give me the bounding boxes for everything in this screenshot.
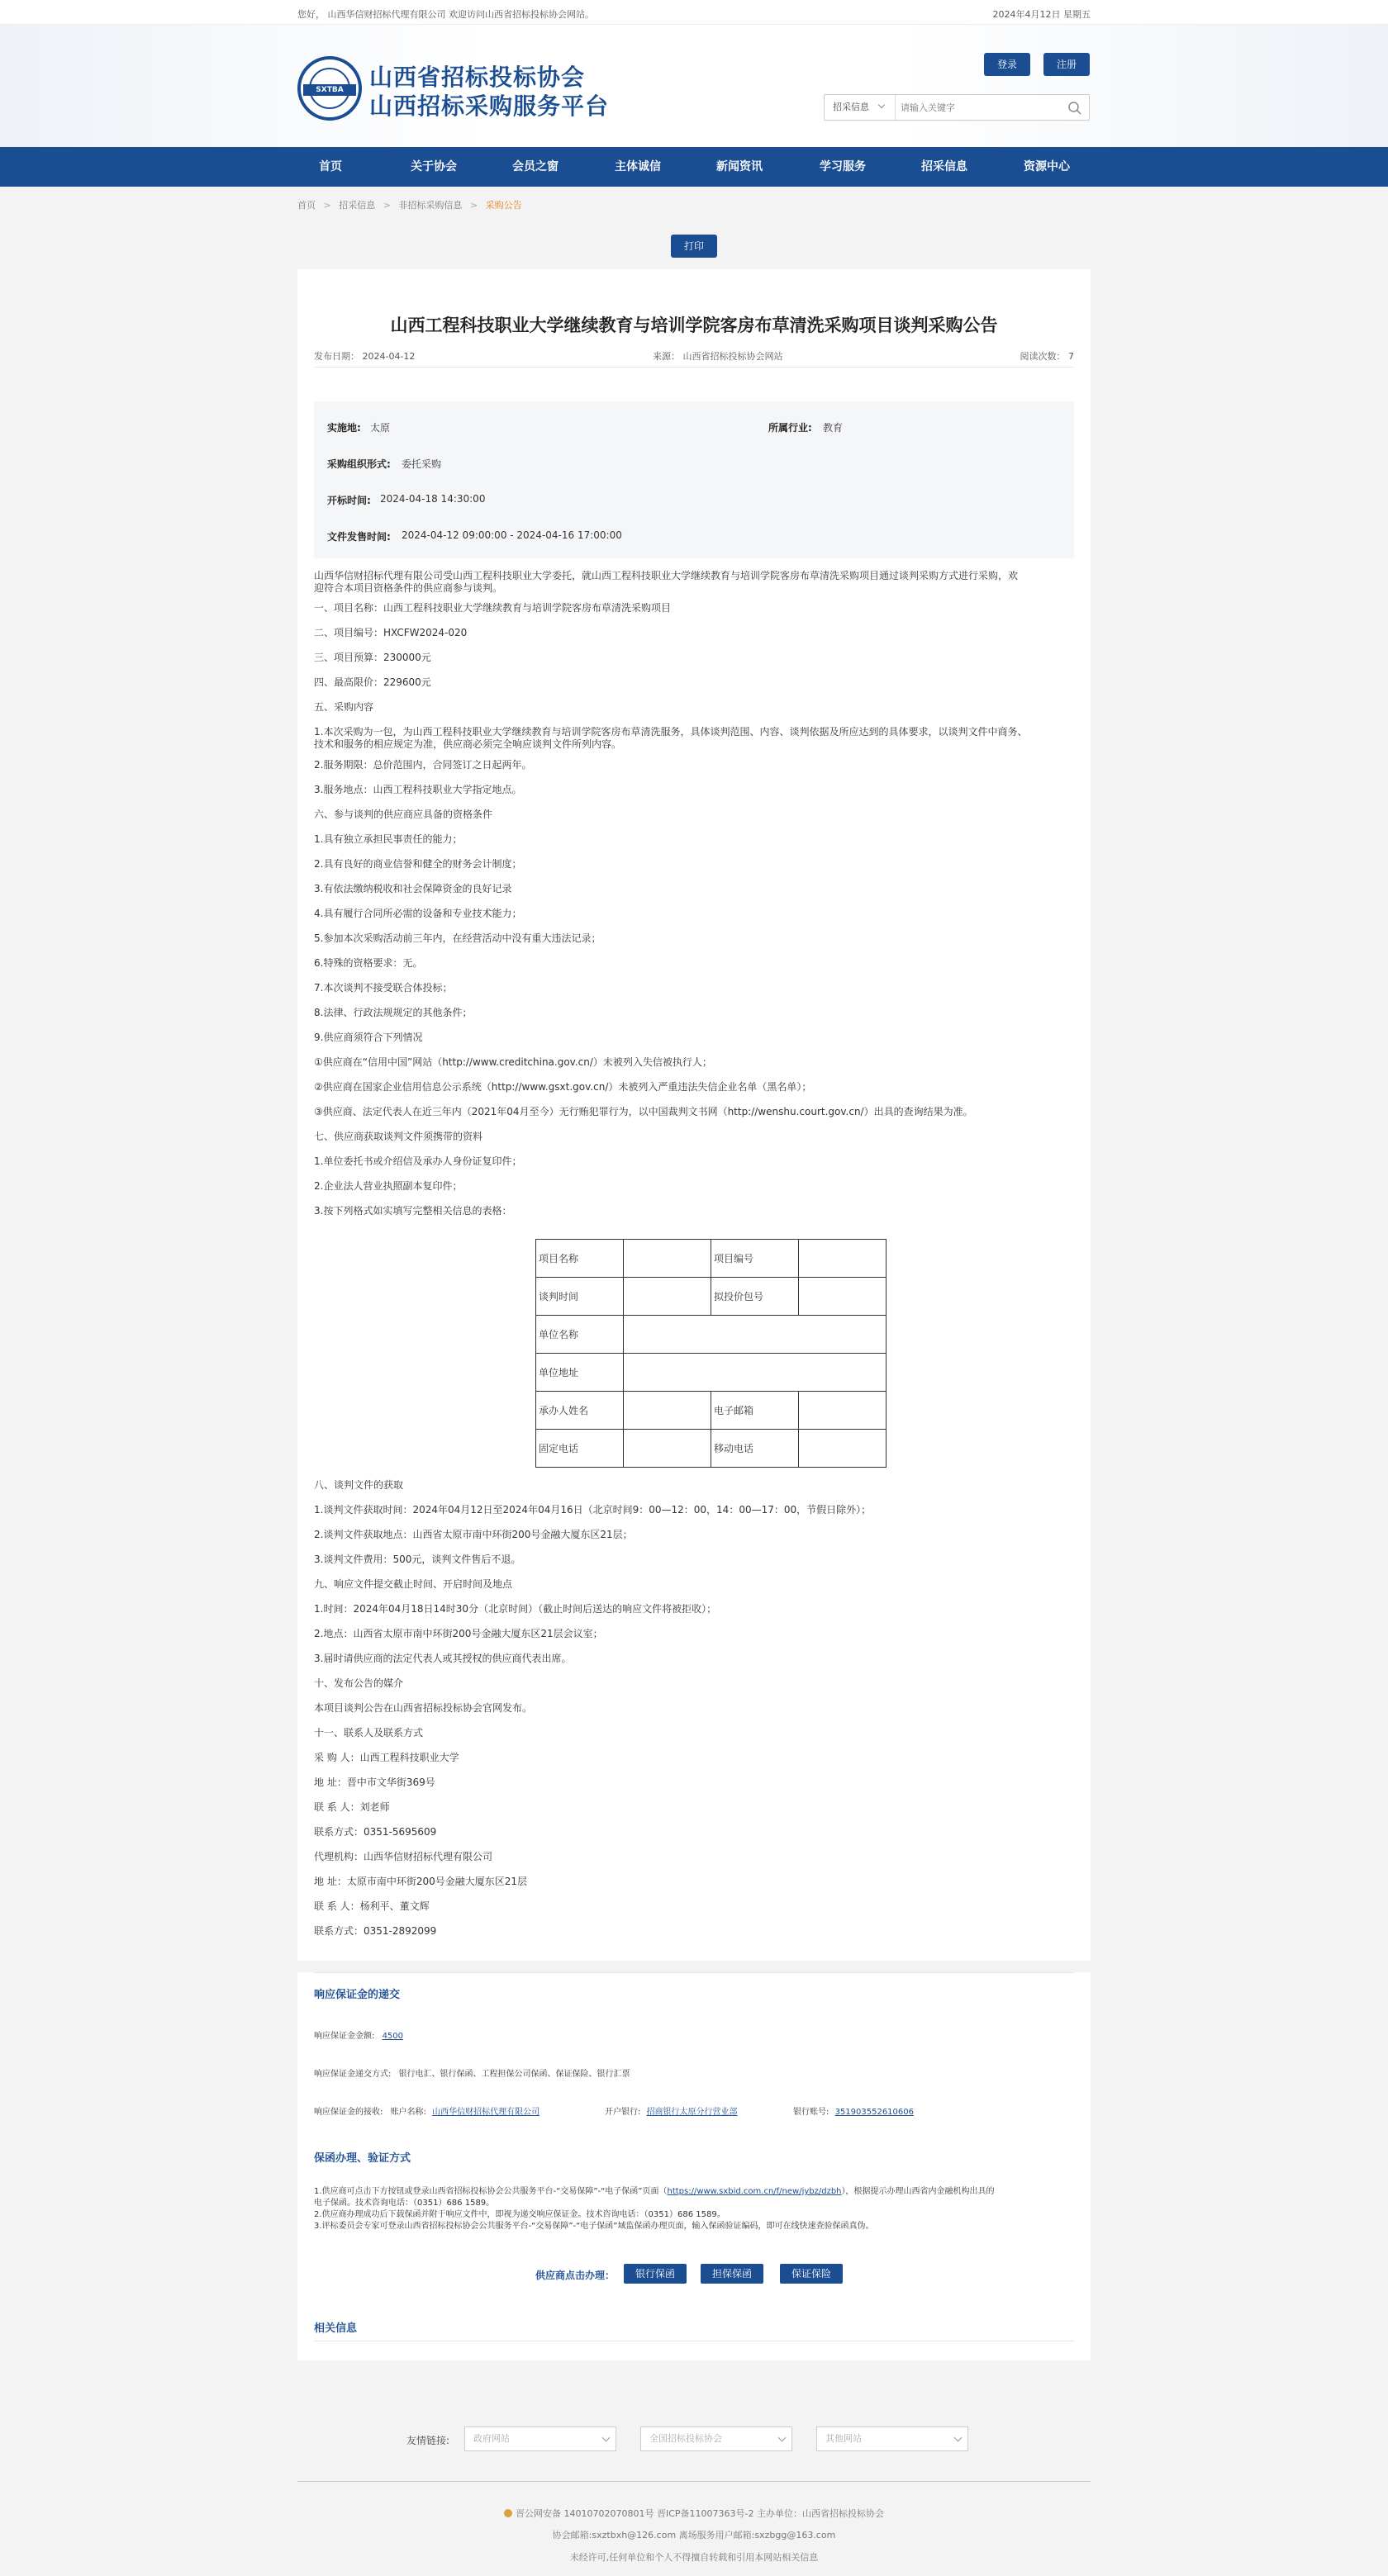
opening-time-label: 开标时间: <box>327 495 371 506</box>
body-line: 联系方式：0351-2892099 <box>314 1925 437 1937</box>
insurance-button[interactable]: 保证保险 <box>780 2264 843 2284</box>
doc-sale-time-label: 文件发售时间: <box>327 531 391 543</box>
logo-title-1[interactable]: 山西省招标投标协会 <box>369 64 586 91</box>
article-source: 来源： 山西省招标投标协会网站 <box>653 351 783 362</box>
login-button[interactable]: 登录 <box>984 53 1030 76</box>
guarantee-line-1 <box>314 2184 1074 2196</box>
guarantee-title: 保函办理、验证方式 <box>314 2152 411 2165</box>
table-cell-label: 单位地址 <box>536 1354 624 1392</box>
body-line: 代理机构：山西华信财招标代理有限公司 <box>314 1851 493 1862</box>
friend-link-select-2[interactable] <box>640 2427 792 2451</box>
body-line: 联 系 人：杨利平、董文辉 <box>314 1900 430 1912</box>
table-cell-label: 承办人姓名 <box>536 1392 624 1430</box>
chevron-down-icon <box>954 2434 963 2442</box>
body-line: 1.谈判文件获取时间：2024年04月12日至2024年04月16日（北京时间9：00—12：00，14：00—17：00，节假日除外）； <box>314 1504 872 1516</box>
deposit-method: 银行电汇、银行保函、工程担保公司保函、保证保险、银行汇票 <box>398 2070 630 2079</box>
bank-row <box>605 2104 738 2117</box>
body-line: 3.谈判文件费用：500元，谈判文件售后不退。 <box>314 1554 521 1565</box>
nav-resources[interactable]: 资源中心 <box>1024 160 1070 173</box>
header <box>0 25 1388 147</box>
body-line: 5.参加本次采购活动前三年内，在经营活动中没有重大违法记录； <box>314 932 601 944</box>
deposit-amount-row <box>314 2028 403 2041</box>
breadcrumb-home[interactable]: 首页 <box>297 200 316 211</box>
search-icon[interactable] <box>1067 101 1082 116</box>
body-line: 三、项目预算：230000元 <box>314 652 431 663</box>
police-badge-icon <box>504 2509 512 2517</box>
body-line: 八、谈判文件的获取 <box>314 1479 404 1491</box>
account-name: 山西华信财招标代理有限公司 <box>432 2108 540 2117</box>
opening-time-value: 2024-04-18 14:30:00 <box>380 493 486 505</box>
related-section <box>297 2303 1091 2360</box>
search-category-select[interactable] <box>825 95 896 120</box>
select-label: 政府网站 <box>473 2433 510 2444</box>
deposit-receive-label: 响应保证金的接收: <box>314 2108 383 2117</box>
guarantee-text: ），根据提示办理山西省内金融机构出具的 <box>841 2187 995 2196</box>
guarantee-line-3: 3.评标委员会专家可登录山西省招标投标协会公共服务平台-“交易保障”-“电子保函”域监保函办理页面，输入保函验证编码，即可在线快速查验保函真伪。 <box>314 2222 874 2231</box>
account-no-row <box>793 2104 914 2117</box>
main-nav <box>0 147 1388 187</box>
table-cell-label: 固定电话 <box>536 1430 624 1468</box>
table-cell-label: 项目名称 <box>536 1240 624 1278</box>
body-line: 1.具有独立承担民事责任的能力； <box>314 833 463 845</box>
table-cell-label: 电子邮箱 <box>711 1392 799 1430</box>
account-name-label: 账户名称: <box>390 2108 426 2117</box>
body-line: ③供应商、法定代表人在近三年内（2021年04月至今）无行贿犯罪行为，以中国裁判文书网（http://wenshu.court.gov.cn/）出具的查询结果为准。 <box>314 1106 973 1117</box>
table-cell-label: 谈判时间 <box>536 1278 624 1316</box>
table-cell-value <box>624 1354 887 1392</box>
industry-label: 所属行业: <box>768 422 812 434</box>
doc-sale-time-value: 2024-04-12 09:00:00 - 2024-04-16 17:00:00 <box>402 529 622 541</box>
article-panel <box>297 269 1091 1961</box>
bank-name: 招商银行太原分行营业部 <box>646 2108 738 2117</box>
location-value: 太原 <box>370 422 391 434</box>
footer <box>0 2403 1388 2576</box>
procurement-form-value: 委托采购 <box>402 458 442 470</box>
breadcrumb <box>297 198 522 211</box>
search-box <box>824 94 1090 121</box>
account-no-label: 银行账号: <box>793 2108 829 2117</box>
body-line: 4.具有履行合同所必需的设备和专业技术能力； <box>314 908 522 919</box>
deposit-amount-label: 响应保证金金额: <box>314 2032 375 2041</box>
table-cell-value <box>799 1240 887 1278</box>
project-info-box <box>314 401 1074 558</box>
body-line: 6.特殊的资格要求：无。 <box>314 957 423 969</box>
body-line: 2.服务期限：总价范围内，合同签订之日起两年。 <box>314 759 532 771</box>
body-line: 地 址：晋中市文华街369号 <box>314 1777 435 1788</box>
date-text: 2024年4月12日 星期五 <box>992 9 1091 20</box>
guarantee-link[interactable]: https://www.sxbid.com.cn/f/new/jybz/dzbh <box>667 2187 842 2196</box>
breadcrumb-current: 采购公告 <box>485 200 522 211</box>
body-line: 3.服务地点：山西工程科技职业大学指定地点。 <box>314 784 522 795</box>
select-label: 其他网站 <box>825 2433 862 2444</box>
click-label: 供应商点击办理： <box>535 2270 616 2281</box>
table-cell-label: 拟投价包号 <box>711 1278 799 1316</box>
body-line: 技术和服务的相应规定为准，供应商必须完全响应谈判文件所列内容。 <box>314 738 622 750</box>
body-line: 六、参与谈判的供应商应具备的资格条件 <box>314 809 493 820</box>
body-line: 1.本次采购为一包，为山西工程科技职业大学继续教育与培训学院客房布草清洗服务，具体谈判范围、内容、谈判依据及所应达到的具体要求，以谈判文件中商务、 <box>314 726 1028 738</box>
body-line: 山西华信财招标代理有限公司受山西工程科技职业大学委托，就山西工程科技职业大学继续教育与培训学院客房布草清洗采购项目通过谈判采购方式进行采购，欢 <box>314 570 1019 581</box>
friend-link-select-3[interactable] <box>816 2427 968 2451</box>
body-line: 联系方式：0351-5695609 <box>314 1826 437 1838</box>
top-bar <box>0 0 1388 25</box>
body-line: 3.按下列格式如实填写完整相关信息的表格： <box>314 1205 512 1217</box>
body-line: 2.企业法人营业执照副本复印件； <box>314 1180 463 1192</box>
logo-emblem[interactable] <box>297 56 362 121</box>
divider <box>314 367 1074 368</box>
body-line: 五、采购内容 <box>314 701 374 713</box>
breadcrumb-l1[interactable]: 招采信息 <box>339 200 376 211</box>
footer-email-line: 协会邮箱:sxztbxh@126.com 离场服务用户邮箱:sxzbgg@163.com <box>552 2530 836 2540</box>
body-line: 十一、联系人及联系方式 <box>314 1727 424 1739</box>
body-line: 地 址：太原市南中环街200号金融大厦东区21层 <box>314 1876 527 1887</box>
footer-record-text: 晋公网安备 14010702070801号 晋ICP备11007363号-2 主办单位：山西省招标投标协会 <box>516 2508 884 2519</box>
chevron-down-icon <box>877 102 884 108</box>
breadcrumb-sep: > <box>469 200 478 211</box>
body-line: 2.具有良好的商业信誉和健全的财务会计制度； <box>314 858 522 870</box>
body-line: 十、发布公告的媒介 <box>314 1677 404 1689</box>
deposit-method-label: 响应保证金递交方式: <box>314 2070 392 2079</box>
location-label: 实施地: <box>327 422 361 434</box>
table-cell-value <box>624 1278 711 1316</box>
nav-credit[interactable]: 主体诚信 <box>615 160 661 173</box>
article-title: 山西工程科技职业大学继续教育与培训学院客房布草清洗采购项目谈判采购公告 <box>390 315 998 335</box>
select-label: 全国招标投标协会 <box>649 2433 722 2444</box>
body-line: 二、项目编号：HXCFW2024-020 <box>314 627 468 638</box>
publish-date: 发布日期： 2024-04-12 <box>314 351 416 362</box>
body-line: ②供应商在国家企业信用信息公示系统（http://www.gsxt.gov.cn/）未被列入严重违法失信企业名单（黑名单）； <box>314 1081 812 1093</box>
chevron-down-icon <box>602 2434 611 2442</box>
body-line: 7.本次谈判不接受联合体投标； <box>314 982 453 994</box>
friend-link-select-1[interactable] <box>464 2427 616 2451</box>
body-line: 2.谈判文件获取地点：山西省太原市南中环街200号金融大厦东区21层； <box>314 1529 633 1540</box>
body-line: 9.供应商须符合下列情况 <box>314 1032 423 1043</box>
bank-label: 开户银行: <box>605 2108 641 2117</box>
deposit-amount: 4500 <box>382 2032 404 2041</box>
body-line: 3.届时请供应商的法定代表人或其授权的供应商代表出席。 <box>314 1653 572 1664</box>
logo-abbr: SXTBA <box>303 84 356 96</box>
guarantee-line-2: 2.供应商办理成功后下载保函并附于响应文件中，即视为递交响应保证金。技术咨询电话：（0351）686 1589。 <box>314 2210 725 2219</box>
body-line: ①供应商在“信用中国”网站（http://www.creditchina.gov.cn/）未被列入失信被执行人； <box>314 1056 712 1068</box>
industry-value: 教育 <box>823 422 844 434</box>
friend-links-label: 友情链接: <box>406 2435 450 2446</box>
body-line: 1.单位委托书或介绍信及承办人身份证复印件； <box>314 1155 522 1167</box>
footer-copyright: 未经许可,任何单位和个人不得擅自转载和引用本网站相关信息 <box>569 2552 819 2563</box>
nav-home[interactable]: 首页 <box>319 160 342 173</box>
register-button[interactable]: 注册 <box>1043 53 1090 76</box>
body-line: 1.时间：2024年04月18日14时30分（北京时间）（截止时间后送达的响应文件将被拒收）； <box>314 1603 717 1615</box>
chevron-down-icon <box>778 2434 787 2442</box>
divider <box>314 1972 1074 1973</box>
body-line: 本项目谈判公告在山西省招标投标协会官网发布。 <box>314 1702 533 1714</box>
breadcrumb-sep: > <box>323 200 331 211</box>
body-line: 七、供应商获取谈判文件须携带的资料 <box>314 1131 483 1142</box>
body-line: 迎符合本项目资格条件的供应商参与谈判。 <box>314 582 503 594</box>
related-title: 相关信息 <box>314 2322 358 2335</box>
breadcrumb-sep: > <box>383 200 391 211</box>
table-cell-value <box>624 1392 711 1430</box>
body-line: 四、最高限价：229600元 <box>314 676 431 688</box>
nav-about[interactable]: 关于协会 <box>411 160 457 173</box>
table-cell-value <box>624 1240 711 1278</box>
deposit-section <box>297 1972 1091 2336</box>
procurement-form-label: 采购组织形式: <box>327 458 391 470</box>
table-cell-value <box>624 1316 887 1354</box>
deposit-method-row <box>314 2066 630 2079</box>
account-no: 351903552610606 <box>834 2108 914 2117</box>
body-line: 一、项目名称：山西工程科技职业大学继续教育与培训学院客房布草清洗采购项目 <box>314 602 672 614</box>
view-count: 阅读次数： 7 <box>1020 351 1074 362</box>
surety-guarantee-button[interactable]: 担保保函 <box>701 2264 763 2284</box>
table-cell-value <box>799 1392 887 1430</box>
guarantee-line-1b: 电子保函。技术咨询电话：（0351）686 1589。 <box>314 2199 495 2208</box>
body-line: 3.有依法缴纳税收和社会保障资金的良好记录 <box>314 883 512 894</box>
table-cell-value <box>799 1430 887 1468</box>
info-form-table <box>535 1239 887 1468</box>
welcome-text: 您好， 山西华信财招标代理有限公司 欢迎访问山西省招标投标协会网站。 <box>297 9 594 20</box>
logo-title-2[interactable]: 山西招标采购服务平台 <box>369 93 610 120</box>
deposit-title: 响应保证金的递交 <box>314 1989 401 2001</box>
nav-news[interactable]: 新闻资讯 <box>716 160 763 173</box>
table-cell-label: 单位名称 <box>536 1316 624 1354</box>
body-line: 采 购 人：山西工程科技职业大学 <box>314 1752 459 1763</box>
footer-record-line <box>0 2507 1388 2520</box>
table-cell-label: 移动电话 <box>711 1430 799 1468</box>
body-line: 2.地点：山西省太原市南中环街200号金融大厦东区21层会议室； <box>314 1628 603 1639</box>
nav-procurement[interactable]: 招采信息 <box>921 160 967 173</box>
table-cell-label: 项目编号 <box>711 1240 799 1278</box>
table-cell-value <box>624 1430 711 1468</box>
search-input[interactable] <box>901 99 1058 116</box>
bank-guarantee-button[interactable]: 银行保函 <box>624 2264 687 2284</box>
body-line: 联 系 人：刘老师 <box>314 1801 390 1813</box>
body-line: 8.法律、行政法规规定的其他条件； <box>314 1007 473 1018</box>
print-button[interactable]: 打印 <box>671 235 717 258</box>
divider <box>297 2481 1091 2482</box>
search-category-label: 招采信息 <box>833 102 869 112</box>
body-line: 九、响应文件提交截止时间、开启时间及地点 <box>314 1578 513 1590</box>
table-cell-value <box>799 1278 887 1316</box>
deposit-receive-row <box>314 2104 540 2117</box>
guarantee-text: 1.供应商可点击下方按钮或登录山西省招标投标协会公共服务平台-“交易保障”-“电子保函”页面（ <box>314 2187 668 2196</box>
nav-members[interactable]: 会员之窗 <box>512 160 559 173</box>
breadcrumb-l2[interactable]: 非招标采购信息 <box>398 200 463 211</box>
nav-learning[interactable]: 学习服务 <box>820 160 866 173</box>
